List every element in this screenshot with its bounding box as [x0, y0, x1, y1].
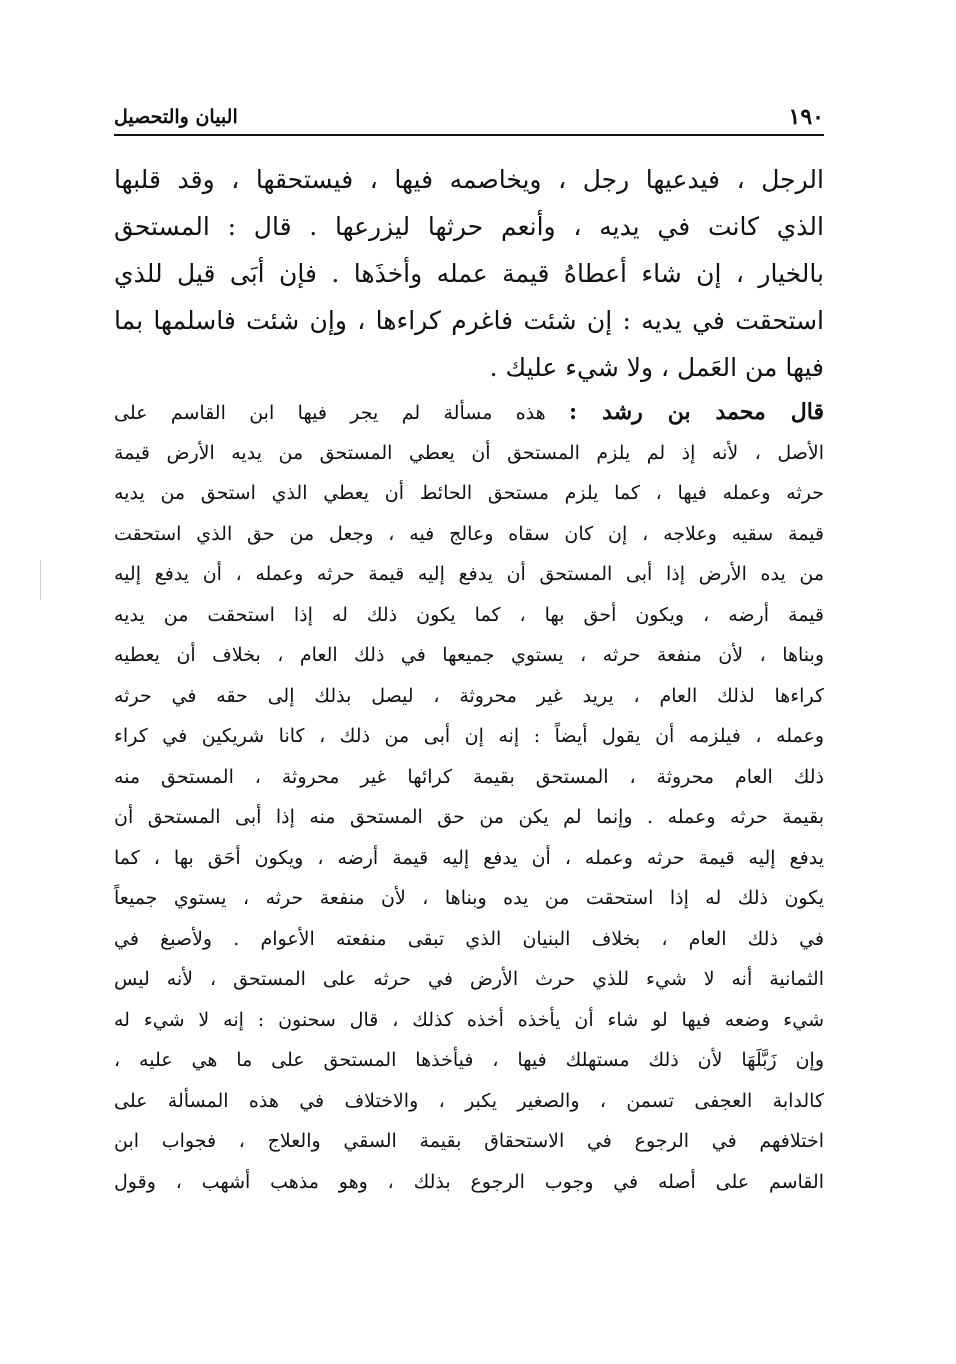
commentary-line: في ذلك العام ، بخلاف البنيان الذي تبقى منفعته الأعوام . ولأصبغ في	[114, 927, 824, 950]
commentary-line: يدفع إليه قيمة حرثه وعمله ، أن يدفع إليه قيمة أرضه ، ويكون أحَق بها ، كما	[114, 846, 824, 869]
question-line: فيها من العَمل ، ولا شيء عليك .	[489, 353, 824, 382]
question-line: استحقت في يديه : إن شئت فاغرم كراءها ، وإن شئت فاسلمها بما	[114, 306, 824, 335]
commentary-first-line-text: هذه مسألة لم يجر فيها ابن القاسم على	[114, 402, 546, 424]
commentary-line: ذلك العام محروثة ، المستحق بقيمة كرائها غير محروثة ، المستحق منه	[114, 765, 824, 788]
commentary-first-line	[114, 392, 824, 433]
question-line: بالخيار ، إن شاء أعطاهُ قيمة عمله وأخذَها . فإن أبَى قيل للذي	[114, 259, 824, 288]
header-rule	[114, 134, 824, 136]
commentary-line: كالدابة العجفى تسمن ، والصغير يكبر ، والاختلاف في هذه المسألة على	[114, 1089, 824, 1112]
page-number: ١٩٠	[788, 104, 824, 130]
commentary-line: كراءها لذلك العام ، يريد غير محروثة ، ليصل بذلك إلى حقه في حرثه	[114, 684, 824, 707]
page-header	[114, 96, 824, 130]
commentary-line: الثمانية أنه لا شيء للذي حرث الأرض في حرثه على المستحق ، لأنه ليس	[114, 968, 824, 990]
commentary-line: شيء وضعه فيها لو شاء أن يأخذه أخذه كذلك ، قال سحنون : إنه لا شيء له	[114, 1008, 824, 1031]
commentary-line: وعمله ، فيلزمه أن يقول أيضاً : إنه إن أبى من ذلك ، كانا شريكين في كراء	[114, 725, 824, 747]
commentary-line: من يده الأرض إذا أبى المستحق أن يدفع إليه قيمة حرثه وعمله ، أن يدفع إليه	[114, 563, 824, 585]
commentary-line: يكون ذلك له إذا استحقت من يده وبناها ، لأن منفعة حرثه ، يستوي جميعاً	[114, 887, 824, 909]
commentary-line: القاسم على أصله في وجوب الرجوع بذلك ، وهو مذهب أشهب ، وقول	[114, 1170, 824, 1193]
question-line: الذي كانت في يديه ، وأنعم حرثها ليزرعها . قال : المستحق	[114, 212, 824, 241]
commentary-line: وإن زَبَّلَهَا لأن ذلك مستهلك فيها ، فيأخذها المستحق على ما هي عليه ،	[114, 1049, 824, 1071]
commentary-line: وبناها ، لأن منفعة حرثه ، يستوي جميعها في ذلك العام ، بخلاف أن يعطيه	[114, 644, 824, 666]
commentary-line: اختلافهم في الرجوع في الاستحقاق بقيمة السقي والعلاج ، فجواب ابن	[114, 1130, 824, 1152]
question-text	[114, 156, 824, 391]
commentary-line: حرثه وعمله فيها ، كما يلزم مستحق الحائط أن يعطي الذي استحق من يديه	[114, 482, 824, 504]
scan-margin-mark	[40, 560, 41, 600]
commentary-line: قيمة سقيه وعلاجه ، إن كان سقاه وعالج فيه ، وجعل من حق الذي استحقت	[114, 522, 824, 545]
question-line: الرجل ، فيدعيها رجل ، ويخاصمه فيها ، فيستحقها ، وقد قلبها	[114, 165, 824, 194]
commentary-line: بقيمة حرثه وعمله . وإنما لم يكن من حق المستحق منه إذا أبى المستحق أن	[114, 806, 824, 828]
running-title: البيان والتحصيل	[114, 106, 238, 128]
commentary-line: قيمة أرضه ، ويكون أحق بها ، كما يكون ذلك له إذا استحقت من يديه	[114, 603, 824, 626]
commentary-line: الأصل ، لأنه إذ لم يلزم المستحق أن يعطي المستحق من يديه الأرض قيمة	[114, 441, 824, 464]
commentary-text	[114, 392, 824, 1202]
speaker-label: قال محمد بن رشد :	[569, 399, 824, 425]
